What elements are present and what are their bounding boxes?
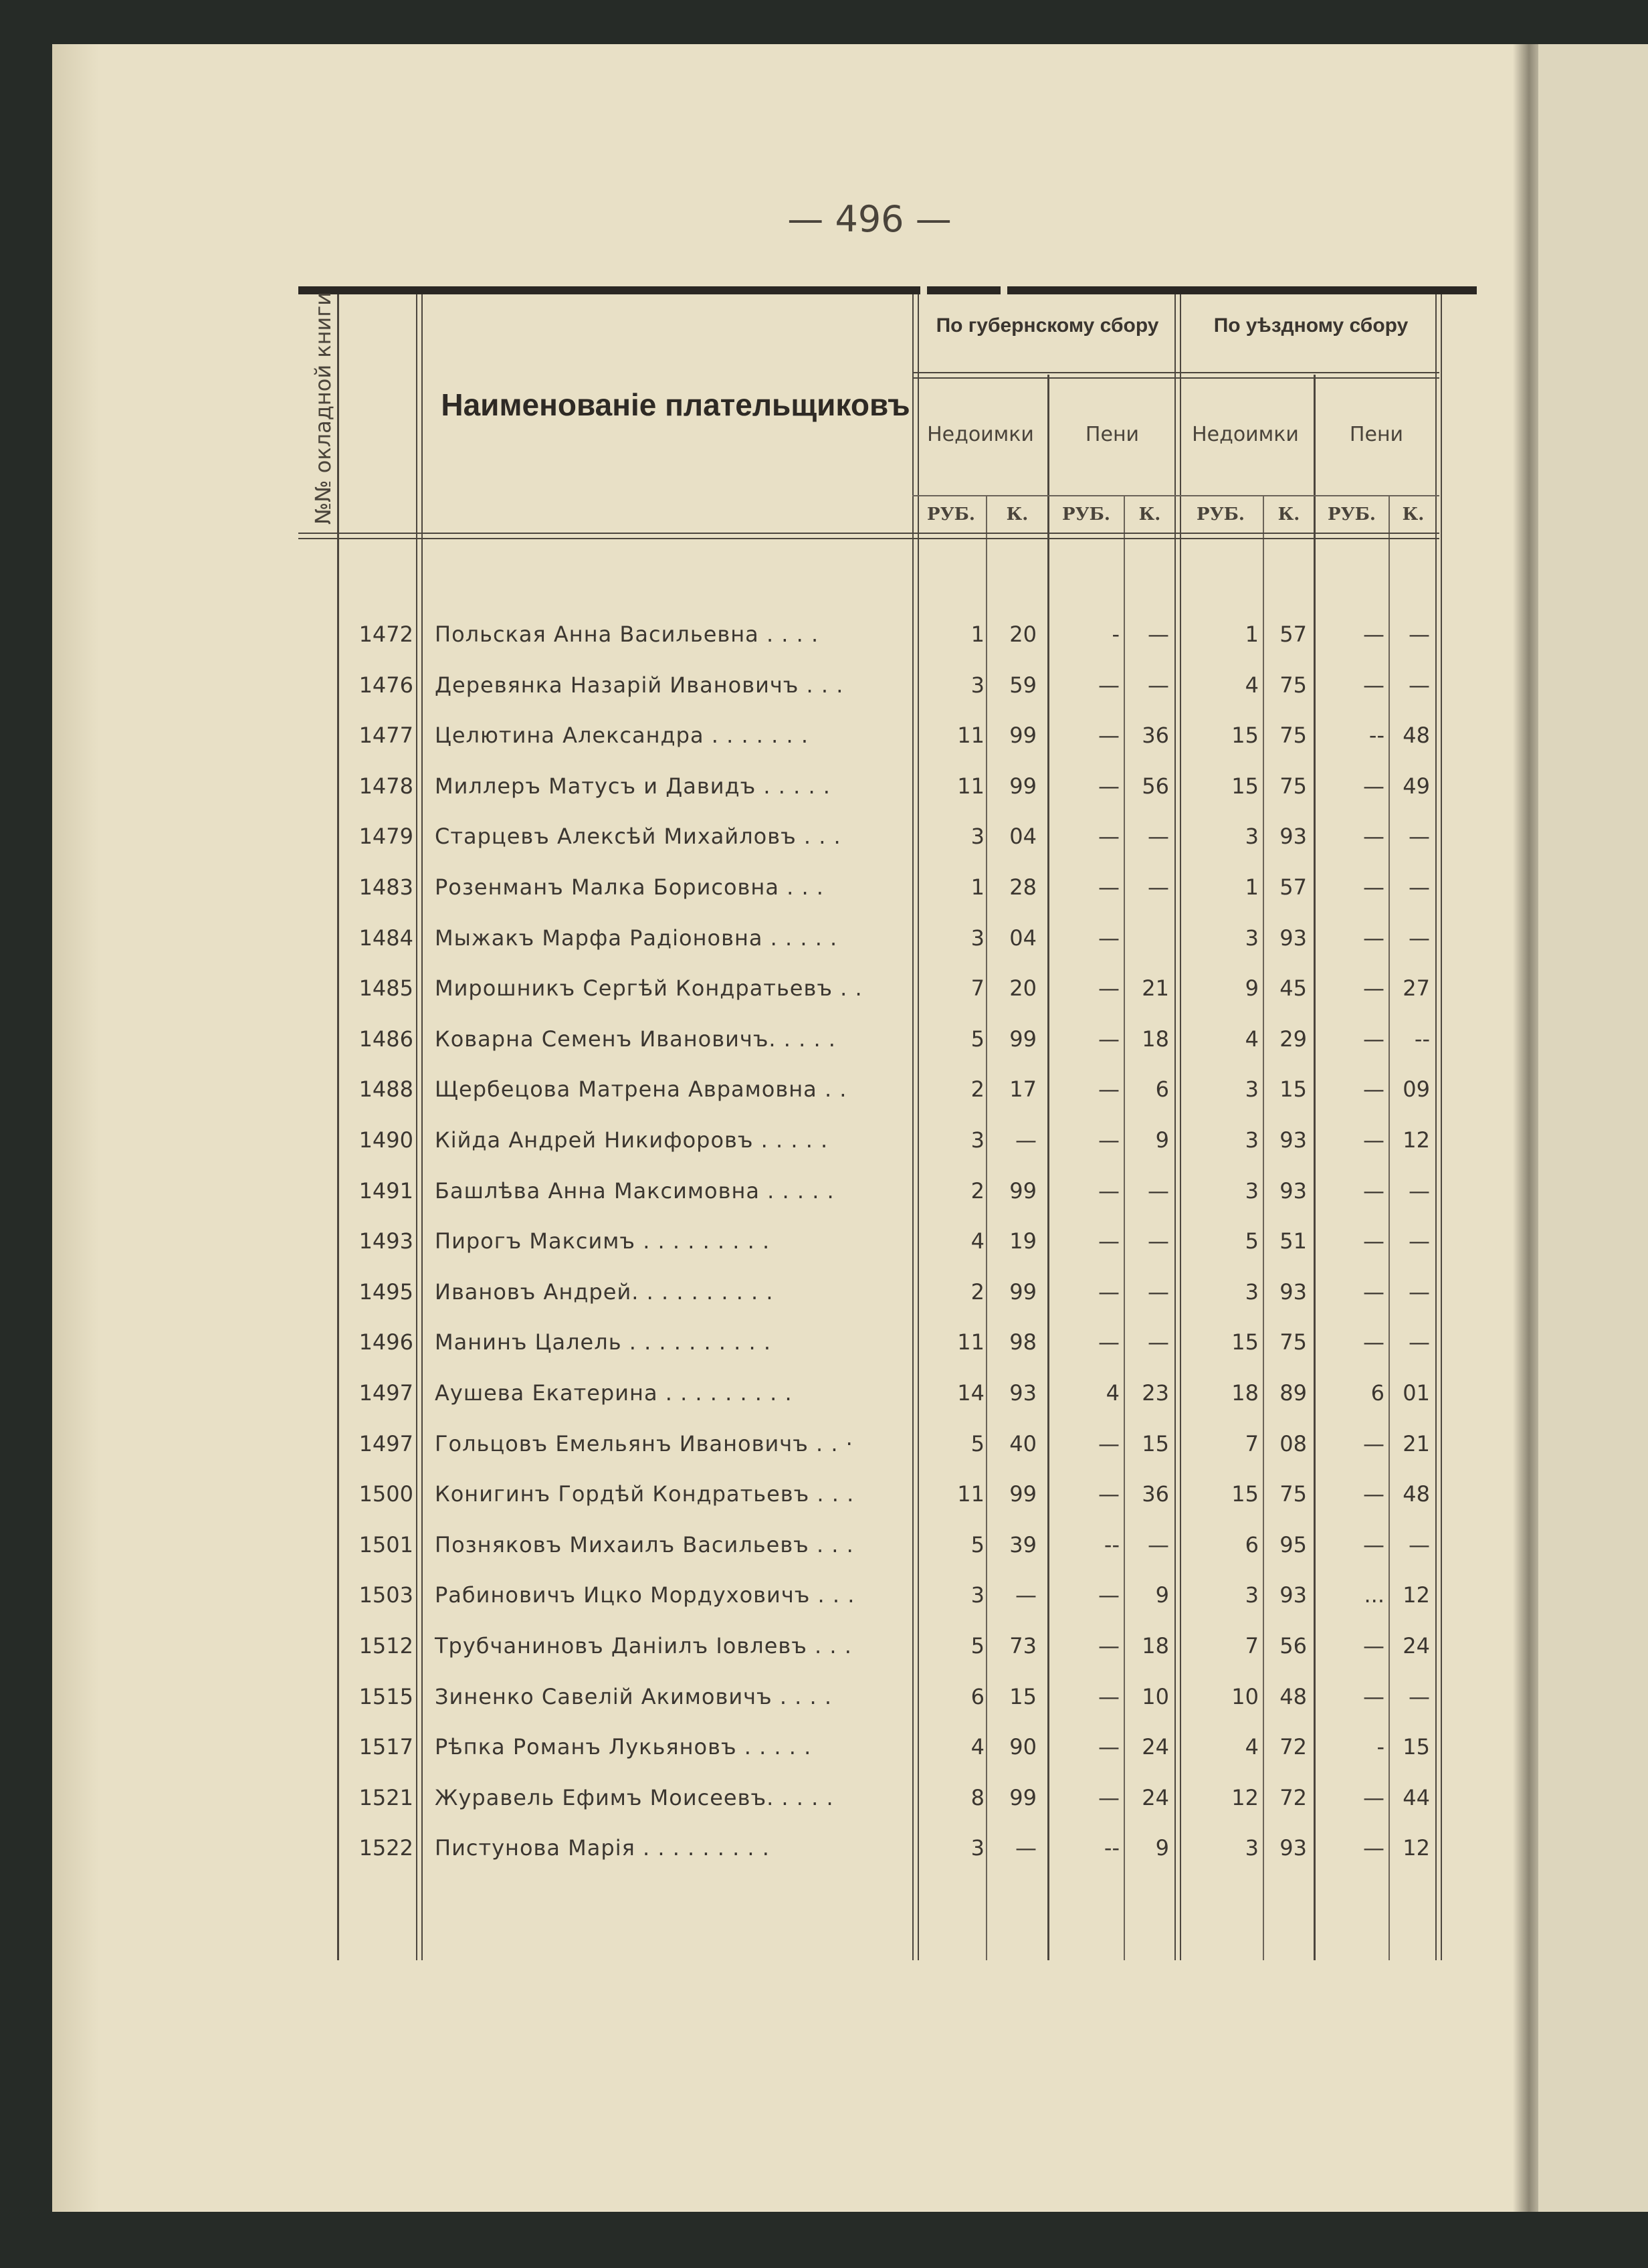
- arrears-rub-1: 2: [970, 1177, 985, 1204]
- penalty-rub-1: —: [1098, 925, 1120, 951]
- arrears-rub-2: 1: [1245, 874, 1259, 900]
- header-rub: РУБ.: [927, 504, 975, 525]
- arrears-rub-1: 3: [970, 1127, 985, 1153]
- header-arrears-1: Недоимки: [927, 423, 1034, 446]
- payer-name: Гольцовъ Емельянъ Ивановичъ . . ·: [435, 1430, 853, 1456]
- arrears-kop-1: 98: [1009, 1329, 1037, 1355]
- arrears-kop-2: 75: [1279, 1329, 1307, 1355]
- penalty-kop-2: —: [1409, 1531, 1430, 1557]
- penalty-rub-2: —: [1363, 672, 1384, 698]
- arrears-kop-1: 90: [1009, 1734, 1037, 1760]
- table-row: [0, 1418, 1648, 1469]
- arrears-rub-2: 10: [1231, 1683, 1259, 1709]
- header-book-number: №№ окладной книги: [310, 292, 336, 525]
- penalty-rub-1: —: [1098, 1683, 1120, 1709]
- arrears-kop-1: 99: [1009, 773, 1037, 799]
- book-number: 1496: [358, 1329, 413, 1355]
- penalty-rub-1: —: [1098, 1734, 1120, 1760]
- penalty-kop-2: --: [1414, 1026, 1430, 1052]
- penalty-rub-1: -: [1112, 622, 1120, 647]
- arrears-rub-2: 3: [1245, 1177, 1259, 1204]
- penalty-rub-2: 6: [1370, 1380, 1384, 1406]
- table-row: [0, 1165, 1648, 1216]
- penalty-kop-1: [1132, 913, 1169, 963]
- arrears-rub-2: 3: [1245, 1279, 1259, 1305]
- table-row: [0, 1317, 1648, 1367]
- penalty-rub-2: —: [1363, 1430, 1384, 1456]
- arrears-rub-1: 4: [970, 1228, 985, 1254]
- penalty-kop-2: 44: [1403, 1784, 1430, 1810]
- table-row: [0, 1671, 1648, 1722]
- table-row: [0, 1216, 1648, 1266]
- penalty-kop-1: —: [1148, 622, 1169, 647]
- arrears-kop-1: 59: [1009, 672, 1037, 698]
- penalty-kop-1: 36: [1142, 1481, 1169, 1507]
- payer-name: Ивановъ Андрей. . . . . . . . . .: [435, 1279, 774, 1305]
- penalty-rub-2: —: [1363, 1633, 1384, 1659]
- payer-name: Старцевъ Алексѣй Михайловъ . . .: [435, 824, 841, 850]
- penalty-kop-2: 27: [1403, 975, 1430, 1002]
- table-row: [0, 1469, 1648, 1519]
- table-row: [0, 1721, 1648, 1772]
- penalty-kop-2: —: [1409, 1228, 1430, 1254]
- penalty-rub-2: —: [1363, 1481, 1384, 1507]
- header-bottom-rule: [298, 533, 1439, 539]
- book-number: 1501: [358, 1531, 413, 1557]
- header-penalty-1: Пени: [1085, 423, 1140, 446]
- arrears-kop-2: 93: [1279, 1177, 1307, 1204]
- header-uezd-fee: По уѣздному сбору: [1213, 314, 1409, 337]
- arrears-kop-2: 45: [1279, 975, 1307, 1002]
- arrears-rub-1: 3: [970, 1582, 985, 1608]
- penalty-kop-1: —: [1148, 672, 1169, 698]
- arrears-kop-2: 72: [1279, 1784, 1307, 1810]
- penalty-kop-2: 49: [1403, 773, 1430, 799]
- payer-name: Мирошникъ Сергѣй Кондратьевъ . .: [435, 975, 863, 1002]
- penalty-kop-2: 12: [1403, 1835, 1430, 1861]
- header-gubernia-fee: По губернскому сбору: [936, 314, 1159, 337]
- arrears-kop-2: 75: [1279, 723, 1307, 749]
- arrears-kop-2: 75: [1279, 773, 1307, 799]
- arrears-rub-1: 5: [970, 1026, 985, 1052]
- penalty-rub-1: —: [1098, 1279, 1120, 1305]
- penalty-kop-2: 12: [1403, 1582, 1430, 1608]
- book-number: 1522: [358, 1835, 413, 1861]
- penalty-rub-1: —: [1098, 1177, 1120, 1204]
- penalty-kop-2: 21: [1403, 1430, 1430, 1456]
- arrears-kop-2: 93: [1279, 925, 1307, 951]
- penalty-kop-2: —: [1409, 1329, 1430, 1355]
- payer-name: Польская Анна Васильевна . . . .: [435, 622, 819, 647]
- arrears-kop-2: 89: [1279, 1380, 1307, 1406]
- payer-name: Деревянка Назарій Ивановичъ . . .: [435, 672, 844, 698]
- penalty-kop-1: —: [1148, 1279, 1169, 1305]
- payer-name: Башлѣва Анна Максимовна . . . . .: [435, 1177, 835, 1204]
- penalty-rub-2: —: [1363, 1835, 1384, 1861]
- payer-name: Целютина Александра . . . . . . .: [435, 723, 809, 749]
- arrears-kop-2: 93: [1279, 1835, 1307, 1861]
- book-number: 1476: [358, 672, 413, 698]
- payer-name: Рабиновичъ Ицко Мордуховичъ . . .: [435, 1582, 855, 1608]
- payer-name: Трубчаниновъ Даніилъ Іовлевъ . . .: [435, 1633, 852, 1659]
- book-number: 1497: [358, 1430, 413, 1456]
- penalty-rub-1: —: [1098, 1582, 1120, 1608]
- arrears-kop-1: 99: [1009, 1026, 1037, 1052]
- arrears-rub-1: 5: [970, 1531, 985, 1557]
- arrears-kop-1: 99: [1009, 1279, 1037, 1305]
- book-number: 1490: [358, 1127, 413, 1153]
- penalty-kop-2: 01: [1403, 1380, 1430, 1406]
- penalty-rub-1: —: [1098, 874, 1120, 900]
- arrears-rub-1: 5: [970, 1633, 985, 1659]
- arrears-rub-1: 3: [970, 1835, 985, 1861]
- book-number: 1491: [358, 1177, 413, 1204]
- arrears-kop-2: 93: [1279, 1582, 1307, 1608]
- arrears-rub-2: 15: [1231, 723, 1259, 749]
- arrears-rub-1: 2: [970, 1076, 985, 1103]
- arrears-kop-2: 72: [1279, 1734, 1307, 1760]
- penalty-rub-1: --: [1104, 1835, 1120, 1861]
- arrears-rub-2: 6: [1245, 1531, 1259, 1557]
- arrears-rub-2: 3: [1245, 1835, 1259, 1861]
- penalty-rub-2: —: [1363, 1279, 1384, 1305]
- arrears-kop-1: 40: [1009, 1430, 1037, 1456]
- penalty-rub-1: —: [1098, 975, 1120, 1002]
- penalty-rub-1: —: [1098, 1784, 1120, 1810]
- arrears-rub-2: 4: [1245, 1026, 1259, 1052]
- penalty-rub-1: --: [1104, 1531, 1120, 1557]
- arrears-rub-2: 15: [1231, 1481, 1259, 1507]
- penalty-rub-2: —: [1363, 1683, 1384, 1709]
- header-kop: К.: [1277, 504, 1300, 525]
- rule-gap: [1001, 284, 1007, 297]
- payer-name: Зиненко Савелій Акимовичъ . . . .: [435, 1683, 833, 1709]
- arrears-kop-2: 57: [1279, 874, 1307, 900]
- arrears-kop-1: 99: [1009, 1481, 1037, 1507]
- arrears-kop-2: 56: [1279, 1633, 1307, 1659]
- header-kop: К.: [1006, 504, 1029, 525]
- penalty-rub-2: —: [1363, 773, 1384, 799]
- arrears-kop-2: 51: [1279, 1228, 1307, 1254]
- arrears-rub-2: 15: [1231, 773, 1259, 799]
- arrears-kop-2: 29: [1279, 1026, 1307, 1052]
- table-row: [0, 1519, 1648, 1570]
- penalty-kop-1: 9: [1155, 1127, 1169, 1153]
- table-row: [0, 1772, 1648, 1823]
- book-number: 1497: [358, 1380, 413, 1406]
- penalty-rub-2: —: [1363, 1177, 1384, 1204]
- payer-name: Позняковъ Михаилъ Васильевъ . . .: [435, 1531, 854, 1557]
- penalty-kop-2: 24: [1403, 1633, 1430, 1659]
- book-number: 1479: [358, 824, 413, 850]
- penalty-rub-2: —: [1363, 874, 1384, 900]
- penalty-rub-2: —: [1363, 925, 1384, 951]
- arrears-rub-2: 1: [1245, 622, 1259, 647]
- penalty-kop-2: —: [1409, 925, 1430, 951]
- penalty-rub-2: -: [1376, 1734, 1384, 1760]
- arrears-kop-2: 93: [1279, 824, 1307, 850]
- penalty-rub-2: —: [1363, 1076, 1384, 1103]
- penalty-kop-2: —: [1409, 1279, 1430, 1305]
- penalty-kop-2: —: [1409, 1177, 1430, 1204]
- table-row: [0, 1822, 1648, 1873]
- arrears-kop-1: 73: [1009, 1633, 1037, 1659]
- penalty-rub-2: --: [1368, 723, 1384, 749]
- table-row: [0, 609, 1648, 660]
- penalty-rub-2: —: [1363, 824, 1384, 850]
- payer-name: Коварна Семенъ Ивановичъ. . . . .: [435, 1026, 836, 1052]
- penalty-rub-2: —: [1363, 975, 1384, 1002]
- arrears-kop-2: 57: [1279, 622, 1307, 647]
- arrears-rub-2: 12: [1231, 1784, 1259, 1810]
- book-number: 1488: [358, 1076, 413, 1103]
- penalty-kop-1: 24: [1142, 1784, 1169, 1810]
- payer-name: Рѣпка Романъ Лукьяновъ . . . . .: [435, 1734, 812, 1760]
- arrears-rub-2: 7: [1245, 1430, 1259, 1456]
- arrears-kop-2: 95: [1279, 1531, 1307, 1557]
- penalty-kop-2: —: [1409, 672, 1430, 698]
- arrears-rub-2: 5: [1245, 1228, 1259, 1254]
- arrears-kop-1: 04: [1009, 824, 1037, 850]
- arrears-rub-2: 15: [1231, 1329, 1259, 1355]
- penalty-rub-2: —: [1363, 1784, 1384, 1810]
- arrears-rub-1: 3: [970, 824, 985, 850]
- penalty-kop-1: 6: [1155, 1076, 1169, 1103]
- arrears-rub-2: 4: [1245, 1734, 1259, 1760]
- payer-name: Манинъ Цалель . . . . . . . . . .: [435, 1329, 771, 1355]
- book-number: 1515: [358, 1683, 413, 1709]
- table-row: [0, 963, 1648, 1014]
- penalty-rub-1: —: [1098, 1329, 1120, 1355]
- table-row: [0, 913, 1648, 963]
- penalty-kop-1: 10: [1142, 1683, 1169, 1709]
- penalty-rub-1: 4: [1106, 1380, 1120, 1406]
- arrears-kop-2: 08: [1279, 1430, 1307, 1456]
- penalty-kop-1: 9: [1155, 1835, 1169, 1861]
- rule-gap: [920, 284, 927, 297]
- penalty-kop-1: 9: [1155, 1582, 1169, 1608]
- table-row: [0, 862, 1648, 913]
- arrears-kop-1: —: [1015, 1127, 1037, 1153]
- penalty-rub-1: —: [1098, 824, 1120, 850]
- arrears-rub-2: 9: [1245, 975, 1259, 1002]
- arrears-rub-1: 3: [970, 672, 985, 698]
- table-row: [0, 1266, 1648, 1317]
- arrears-rub-2: 3: [1245, 1582, 1259, 1608]
- book-number: 1484: [358, 925, 413, 951]
- penalty-kop-2: —: [1409, 622, 1430, 647]
- penalty-kop-1: —: [1148, 1531, 1169, 1557]
- penalty-kop-1: 18: [1142, 1026, 1169, 1052]
- book-number: 1486: [358, 1026, 413, 1052]
- book-number: 1483: [358, 874, 413, 900]
- penalty-kop-2: 15: [1403, 1734, 1430, 1760]
- arrears-rub-1: 5: [970, 1430, 985, 1456]
- penalty-rub-2: ...: [1364, 1582, 1384, 1608]
- arrears-kop-1: 39: [1009, 1531, 1037, 1557]
- penalty-rub-2: —: [1363, 1228, 1384, 1254]
- payer-name: Мыжакъ Марфа Радіоновна . . . . .: [435, 925, 838, 951]
- penalty-rub-1: —: [1098, 1228, 1120, 1254]
- header-rub: РУБ.: [1197, 504, 1245, 525]
- arrears-kop-2: 93: [1279, 1127, 1307, 1153]
- arrears-kop-1: 93: [1009, 1380, 1037, 1406]
- arrears-kop-1: 99: [1009, 1784, 1037, 1810]
- arrears-rub-2: 7: [1245, 1633, 1259, 1659]
- arrears-rub-2: 18: [1231, 1380, 1259, 1406]
- penalty-kop-2: —: [1409, 824, 1430, 850]
- penalty-kop-1: 56: [1142, 773, 1169, 799]
- header-rule: [912, 495, 1439, 496]
- payer-name: Миллеръ Матусъ и Давидъ . . . . .: [435, 773, 831, 799]
- book-number: 1472: [358, 622, 413, 647]
- book-number: 1521: [358, 1784, 413, 1810]
- table-row: [0, 811, 1648, 862]
- penalty-rub-2: —: [1363, 1026, 1384, 1052]
- penalty-kop-1: 23: [1142, 1380, 1169, 1406]
- top-rule: [298, 286, 1477, 294]
- arrears-rub-1: 6: [970, 1683, 985, 1709]
- payer-name: Щербецова Матрена Аврамовна . .: [435, 1076, 847, 1103]
- arrears-kop-1: —: [1015, 1582, 1037, 1608]
- arrears-rub-2: 3: [1245, 824, 1259, 850]
- penalty-kop-2: 09: [1403, 1076, 1430, 1103]
- arrears-kop-1: 28: [1009, 874, 1037, 900]
- header-kop: К.: [1402, 504, 1425, 525]
- arrears-rub-2: 3: [1245, 1076, 1259, 1103]
- penalty-rub-1: —: [1098, 1076, 1120, 1103]
- table-row: [0, 1014, 1648, 1064]
- penalty-rub-2: —: [1363, 1531, 1384, 1557]
- penalty-kop-1: 18: [1142, 1633, 1169, 1659]
- header-arrears-2: Недоимки: [1192, 423, 1299, 446]
- arrears-rub-1: 11: [957, 723, 985, 749]
- book-number: 1500: [358, 1481, 413, 1507]
- arrears-rub-1: 3: [970, 925, 985, 951]
- table-row: [0, 710, 1648, 761]
- header-rub: РУБ.: [1328, 504, 1376, 525]
- arrears-kop-1: 99: [1009, 723, 1037, 749]
- payer-name: Аушева Екатерина . . . . . . . . .: [435, 1380, 793, 1406]
- penalty-rub-1: —: [1098, 723, 1120, 749]
- table-row: [0, 1115, 1648, 1165]
- arrears-rub-1: 1: [970, 874, 985, 900]
- arrears-rub-1: 14: [957, 1380, 985, 1406]
- arrears-rub-1: 8: [970, 1784, 985, 1810]
- header-rub: РУБ.: [1062, 504, 1110, 525]
- arrears-rub-2: 3: [1245, 1127, 1259, 1153]
- penalty-rub-2: —: [1363, 1127, 1384, 1153]
- penalty-kop-2: —: [1409, 1683, 1430, 1709]
- arrears-kop-1: 15: [1009, 1683, 1037, 1709]
- penalty-rub-1: —: [1098, 1633, 1120, 1659]
- header-penalty-2: Пени: [1349, 423, 1404, 446]
- penalty-kop-1: 15: [1142, 1430, 1169, 1456]
- arrears-kop-1: —: [1015, 1835, 1037, 1861]
- penalty-kop-2: 12: [1403, 1127, 1430, 1153]
- payer-name: Розенманъ Малка Борисовна . . .: [435, 874, 824, 900]
- arrears-rub-1: 7: [970, 975, 985, 1002]
- penalty-kop-2: —: [1409, 874, 1430, 900]
- arrears-rub-2: 3: [1245, 925, 1259, 951]
- penalty-kop-1: —: [1148, 874, 1169, 900]
- arrears-kop-2: 93: [1279, 1279, 1307, 1305]
- book-number: 1485: [358, 975, 413, 1002]
- penalty-kop-1: —: [1148, 1177, 1169, 1204]
- penalty-kop-1: —: [1148, 1329, 1169, 1355]
- arrears-kop-2: 15: [1279, 1076, 1307, 1103]
- table-row: [0, 1620, 1648, 1671]
- arrears-rub-1: 2: [970, 1279, 985, 1305]
- payer-name: Пирогъ Максимъ . . . . . . . . .: [435, 1228, 770, 1254]
- arrears-kop-1: 19: [1009, 1228, 1037, 1254]
- penalty-kop-1: 24: [1142, 1734, 1169, 1760]
- arrears-rub-1: 4: [970, 1734, 985, 1760]
- penalty-rub-1: —: [1098, 1430, 1120, 1456]
- book-number: 1503: [358, 1582, 413, 1608]
- payer-name: Конигинъ Гордѣй Кондратьевъ . . .: [435, 1481, 855, 1507]
- header-payer-name: Наименованіе плательщиковъ: [441, 387, 910, 422]
- arrears-kop-1: 20: [1009, 975, 1037, 1002]
- table-row: [0, 1367, 1648, 1418]
- table-row: [0, 660, 1648, 711]
- arrears-rub-1: 11: [957, 773, 985, 799]
- penalty-rub-1: —: [1098, 773, 1120, 799]
- book-number: 1495: [358, 1279, 413, 1305]
- table-row: [0, 1064, 1648, 1115]
- arrears-kop-1: 17: [1009, 1076, 1037, 1103]
- book-number: 1493: [358, 1228, 413, 1254]
- penalty-rub-1: —: [1098, 1127, 1120, 1153]
- penalty-rub-1: —: [1098, 1026, 1120, 1052]
- arrears-kop-2: 48: [1279, 1683, 1307, 1709]
- arrears-kop-1: 04: [1009, 925, 1037, 951]
- penalty-kop-1: —: [1148, 1228, 1169, 1254]
- payer-name: Журавель Ефимъ Моисеевъ. . . . .: [435, 1784, 834, 1810]
- book-number: 1512: [358, 1633, 413, 1659]
- header-rule: [912, 372, 1439, 379]
- arrears-rub-2: 4: [1245, 672, 1259, 698]
- arrears-rub-1: 1: [970, 622, 985, 647]
- penalty-kop-2: 48: [1403, 1481, 1430, 1507]
- header-kop: К.: [1138, 504, 1161, 525]
- book-number: 1477: [358, 723, 413, 749]
- arrears-rub-1: 11: [957, 1481, 985, 1507]
- penalty-rub-1: —: [1098, 1481, 1120, 1507]
- book-number: 1478: [358, 773, 413, 799]
- page-number: — 496 —: [787, 198, 952, 240]
- table-row: [0, 1570, 1648, 1620]
- arrears-kop-2: 75: [1279, 1481, 1307, 1507]
- arrears-kop-1: 99: [1009, 1177, 1037, 1204]
- table-row: [0, 761, 1648, 812]
- arrears-kop-1: 20: [1009, 622, 1037, 647]
- payer-name: Кійда Андрей Никифоровъ . . . . .: [435, 1127, 829, 1153]
- arrears-rub-1: 11: [957, 1329, 985, 1355]
- penalty-kop-1: 36: [1142, 723, 1169, 749]
- penalty-rub-2: —: [1363, 622, 1384, 647]
- penalty-kop-1: —: [1148, 824, 1169, 850]
- penalty-kop-1: 21: [1142, 975, 1169, 1002]
- payer-name: Пистунова Марія . . . . . . . . .: [435, 1835, 770, 1861]
- penalty-rub-1: —: [1098, 672, 1120, 698]
- arrears-kop-2: 75: [1279, 672, 1307, 698]
- penalty-rub-2: —: [1363, 1329, 1384, 1355]
- book-number: 1517: [358, 1734, 413, 1760]
- penalty-kop-2: 48: [1403, 723, 1430, 749]
